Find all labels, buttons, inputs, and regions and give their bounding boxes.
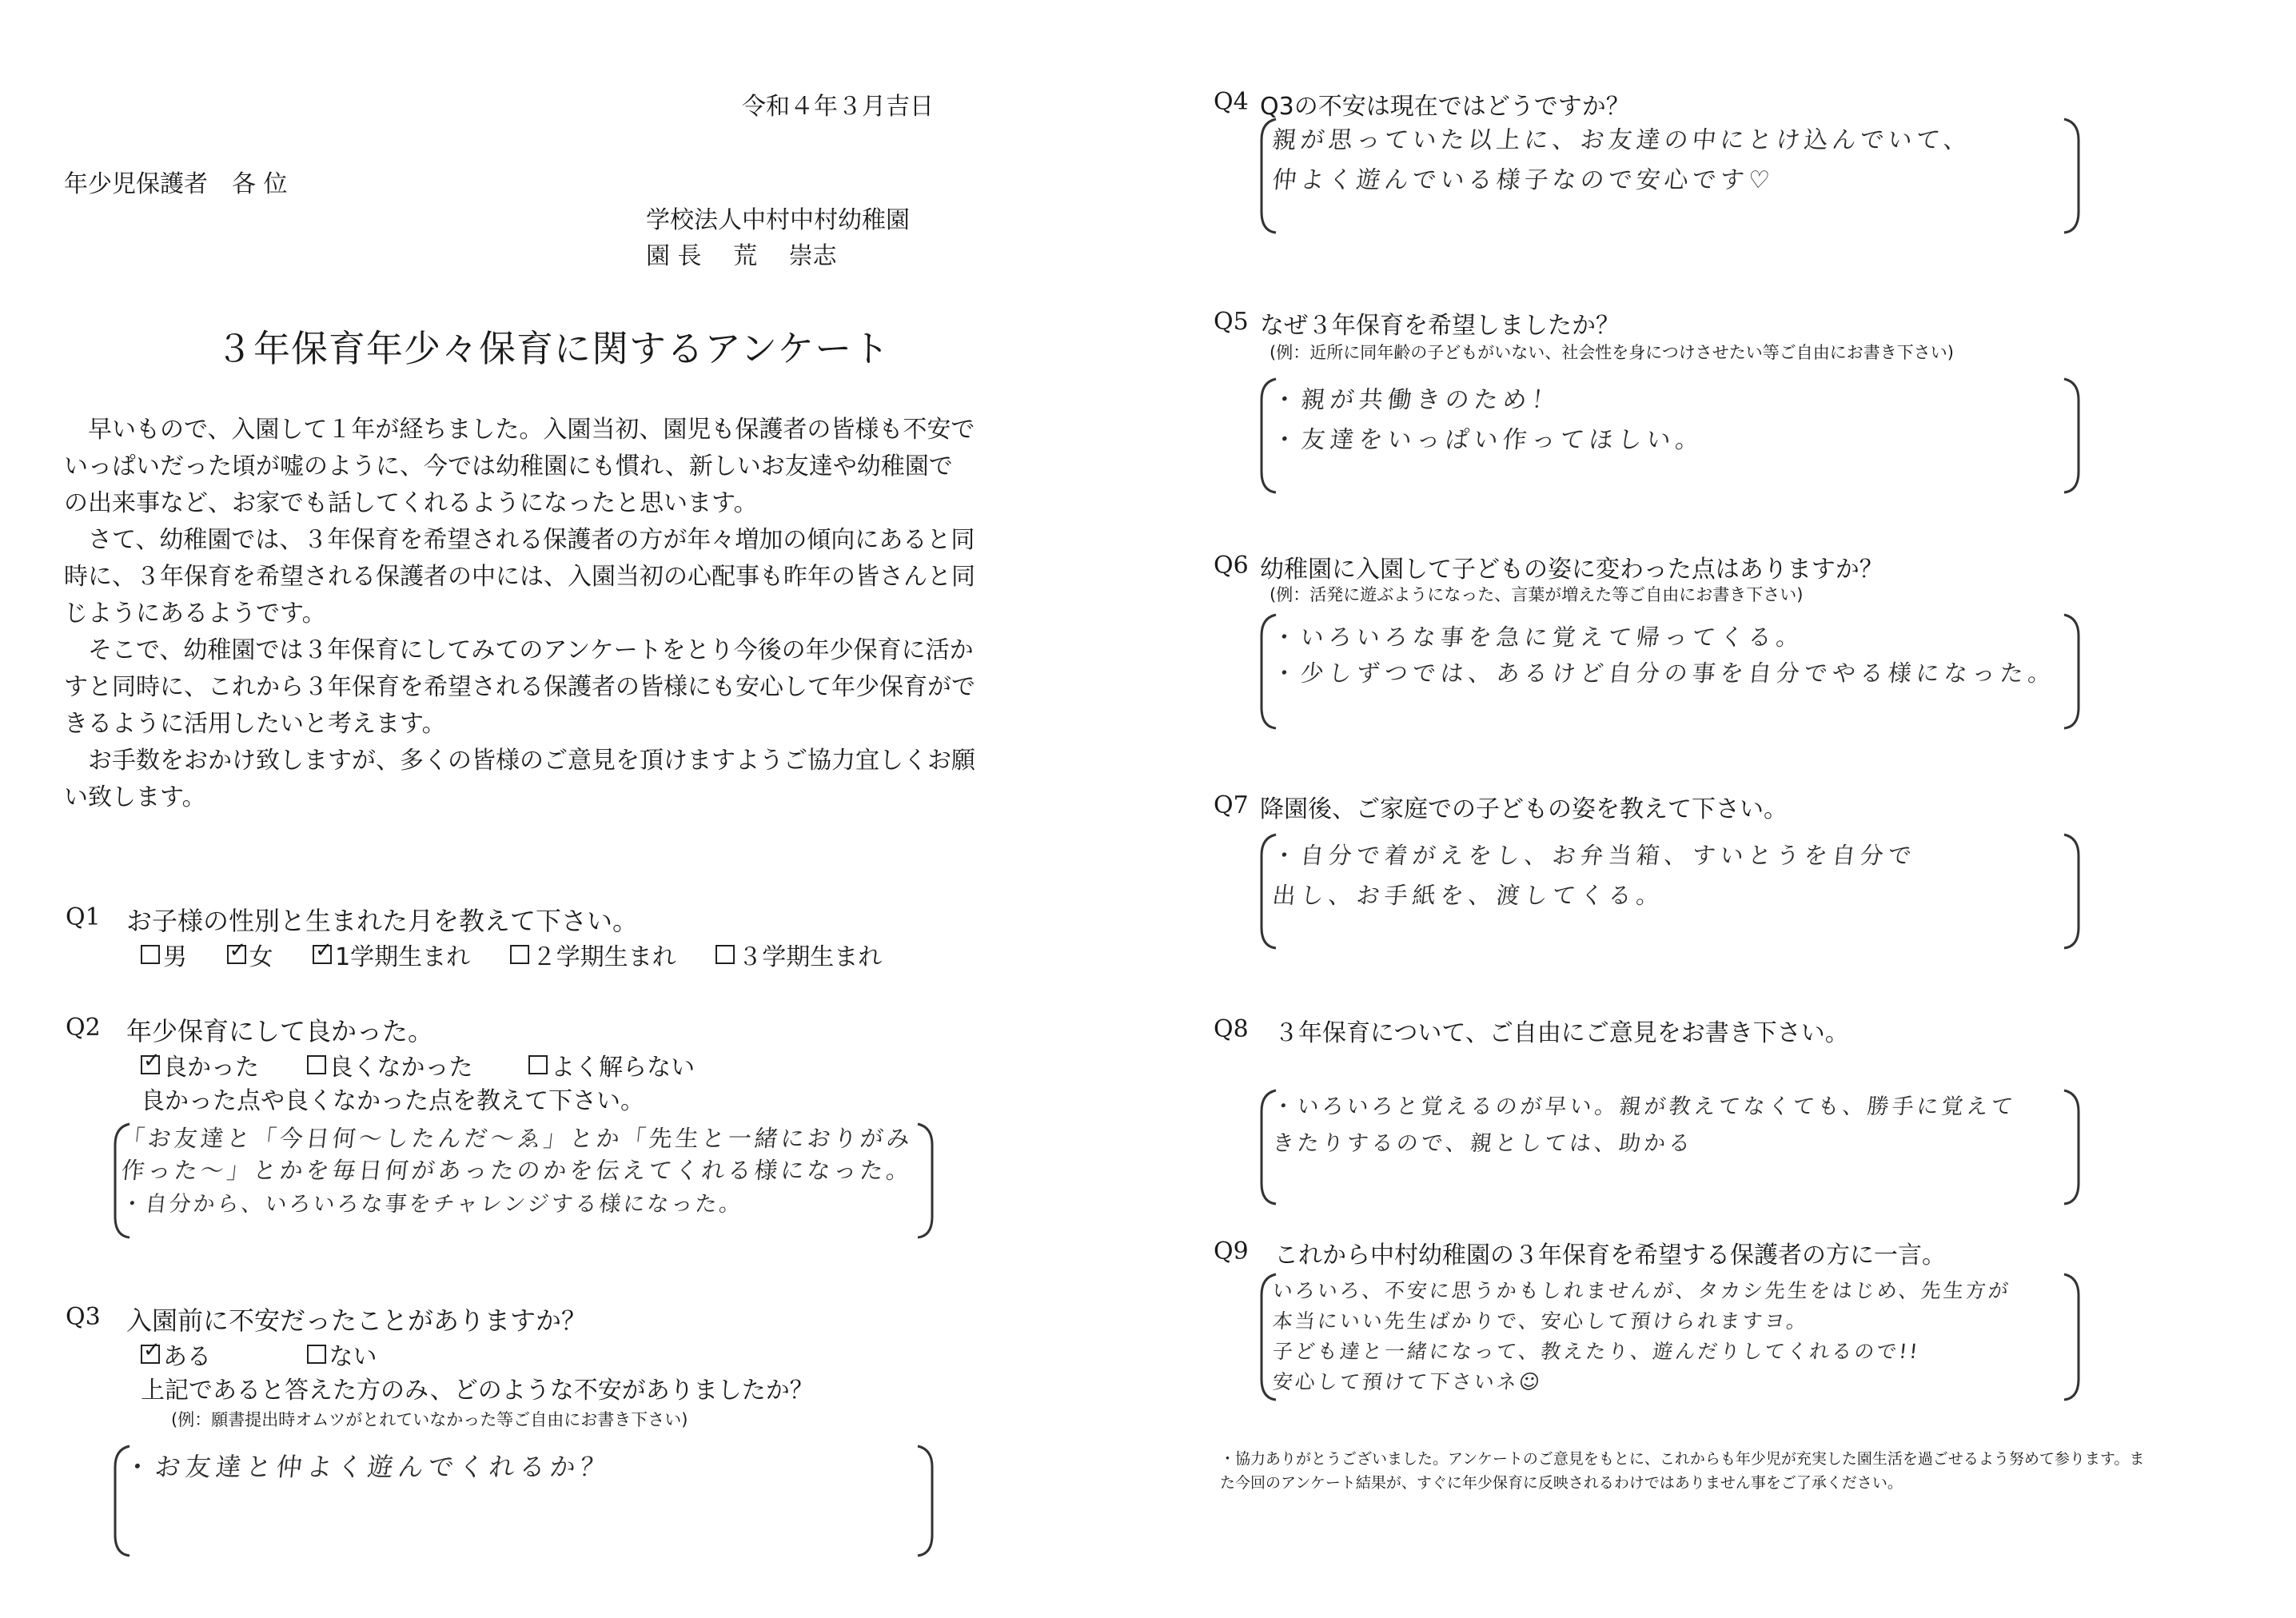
question-text: Q3の不安は現在ではどうですか？	[1260, 93, 1630, 121]
check-mark-icon: ✓	[143, 1049, 161, 1073]
checkbox[interactable]	[528, 1055, 548, 1074]
question-note: (例：活発に遊ぶようになった、言葉が増えた等ご自由にお書き下さい)	[1270, 585, 1804, 604]
checkbox-option[interactable]	[716, 937, 882, 972]
option-label: 良くなかった	[329, 1054, 473, 1082]
checkbox-option[interactable]	[141, 1047, 259, 1082]
handwritten-answer: 仲よく遊んでいる様子なので安心です♡	[1270, 166, 1776, 194]
handwritten-answer: 本当にいい先生ばかりで、安心して預けられますヨ。	[1271, 1309, 1810, 1333]
option-label: ３学期生まれ	[738, 943, 883, 971]
checkbox[interactable]	[510, 945, 529, 964]
check-mark-icon: ✓	[229, 939, 247, 962]
organization-name: 学校法人中村中村幼稚園	[646, 206, 910, 234]
footer-note: ・協力ありがとうございました。アンケートのご意見をもとに、これからも年少児が充実した園生活を過ごせるよう努めて参ります。また今回のアンケート結果が、すぐに年少保育に反映されるわけではありません事をご了承ください。	[1220, 1450, 2145, 1492]
question-number: Q8	[1214, 1015, 1249, 1043]
question-text: 入園前に不安だったことがありますか？	[126, 1305, 588, 1336]
handwritten-answer: ・少しずつでは、あるけど自分の事を自分でやる様になった。	[1271, 660, 2058, 687]
handwritten-answer: ・自分から、いろいろな事をチャレンジする様になった。	[120, 1192, 745, 1217]
question-text: なぜ３年保育を希望しましたか？	[1260, 312, 1620, 340]
option-label: よく解らない	[551, 1054, 696, 1082]
handwritten-answer: 安心して預けて下さいネ☺	[1271, 1370, 1544, 1393]
checkbox-option[interactable]	[528, 1047, 695, 1082]
checkbox-checked[interactable]	[313, 939, 333, 964]
handwritten-answer: ・いろいろな事を急に覚えて帰ってくる。	[1271, 624, 1806, 651]
option-label: ある	[163, 1343, 211, 1371]
recipient-line: 年少児保護者 各 位	[64, 170, 288, 198]
question-number: Q3	[66, 1303, 101, 1331]
check-mark-icon: ✓	[143, 1338, 161, 1362]
handwritten-answer: 作った～」とかを毎日何があったのかを伝えてくれる様になった。	[120, 1157, 915, 1184]
q3-options	[141, 1337, 409, 1372]
checkbox-checked[interactable]	[141, 1049, 161, 1074]
checkbox[interactable]	[716, 945, 735, 964]
checkbox[interactable]	[141, 945, 160, 964]
checkbox-option[interactable]	[510, 937, 676, 972]
question-note: (例：近所に同年齢の子どもがいない、社会性を身につけさせたい等ご自由にお書き下さい)	[1270, 343, 1954, 362]
checkbox-checked[interactable]	[227, 939, 247, 964]
question-text: 降園後、ご家庭での子どもの姿を教えて下さい。	[1260, 795, 1788, 823]
q1-options	[141, 937, 914, 972]
checkbox-option[interactable]	[307, 1047, 473, 1082]
question-note: (例：願書提出時オムツがとれていなかった等ご自由にお書き下さい)	[171, 1410, 688, 1429]
page-title: ３年保育年少々保育に関するアンケート	[216, 327, 891, 370]
handwritten-answer: 「お友達と「今日何～したんだ～ゑ」とか「先生と一緒におりがみ	[120, 1125, 915, 1152]
option-label: 1学期生まれ	[335, 943, 471, 971]
right-page	[1148, 0, 2296, 1618]
intro-paragraph: 早いもので、入園して１年が経ちました。入園当初、園児も保護者の皆様も不安でいっぱいだった頃が嘘のように、今では幼稚園にも慣れ、新しいお友達や幼稚園での出来事など、お家でも話してくれるようになったと思います。	[64, 416, 975, 517]
question-text: これから中村幼稚園の３年保育を希望する保護者の方に一言。	[1274, 1241, 1946, 1269]
question-number: Q1	[66, 903, 101, 931]
question-subtext: 良かった点や良くなかった点を教えて下さい。	[141, 1087, 644, 1115]
handwritten-answer: ・いろいろと覚えるのが早い。親が教えてなくても、勝手に覚えて	[1271, 1094, 2018, 1119]
checkbox-option[interactable]	[307, 1337, 377, 1372]
question-text: 幼稚園に入園して子どもの姿に変わった点はありますか？	[1260, 556, 1883, 584]
handwritten-answer: ・友達をいっぱい作ってほしい。	[1270, 426, 1706, 454]
question-text: 年少保育にして良かった。	[126, 1016, 434, 1046]
handwritten-answer: ・お友達と仲よく遊んでくれるか？	[122, 1452, 612, 1482]
intro-paragraph: そこで、幼稚園では３年保育にしてみてのアンケートをとり今後の年少保育に活かすと同時に、これから３年保育を希望される保護者の皆様にも安心して年少保育ができるように活用したいと考えます。	[64, 636, 975, 738]
q2-options	[141, 1047, 727, 1082]
option-label: 男	[163, 943, 187, 971]
option-label: 女	[249, 943, 273, 971]
intro-text	[64, 412, 975, 816]
question-number: Q6	[1214, 552, 1249, 580]
option-label: ない	[329, 1343, 377, 1371]
checkbox-option[interactable]	[227, 937, 273, 972]
question-number: Q4	[1214, 88, 1249, 116]
question-subtext: 上記であると答えた方のみ、どのような不安がありましたか？	[141, 1377, 814, 1405]
question-text: お子様の性別と生まれた月を教えて下さい。	[126, 906, 639, 936]
intro-paragraph: お手数をおかけ致しますが、多くの皆様のご意見を頂けますようご協力宜しくお願い致します。	[64, 747, 975, 811]
checkbox-option[interactable]	[141, 937, 187, 972]
question-text: ３年保育について、ご自由にご意見をお書き下さい。	[1274, 1019, 1849, 1047]
question-number: Q7	[1214, 791, 1249, 819]
handwritten-answer: 親が思っていた以上に、お友達の中にとけ込んでいて、	[1270, 126, 1973, 154]
handwritten-answer: 子ども達と一緒になって、教えたり、遊んだりしてくれるので!!	[1271, 1340, 1921, 1363]
question-number: Q5	[1214, 308, 1249, 336]
handwritten-answer: ・親が共働きのため！	[1270, 386, 1562, 414]
checkbox[interactable]	[307, 1345, 326, 1364]
option-label: ２学期生まれ	[532, 943, 676, 971]
option-label: 良かった	[163, 1054, 259, 1082]
checkbox-option[interactable]	[313, 937, 470, 972]
handwritten-answer: きたりするので、親としては、助かる	[1271, 1131, 1695, 1156]
checkbox-option[interactable]	[141, 1337, 211, 1372]
check-mark-icon: ✓	[315, 939, 333, 962]
document-date: 令和４年３月吉日	[742, 93, 934, 121]
checkbox-checked[interactable]	[141, 1338, 161, 1364]
question-number: Q2	[66, 1014, 101, 1042]
checkbox[interactable]	[307, 1055, 326, 1074]
director-name: 園 長 荒 崇志	[646, 242, 837, 270]
handwritten-answer: いろいろ、不安に思うかもしれませんが、タカシ先生をはじめ、先生方が	[1271, 1279, 2012, 1302]
intro-paragraph: さて、幼稚園では、３年保育を希望される保護者の方が年々増加の傾向にあると同時に、３年保育を希望される保護者の中には、入園当初の心配事も昨年の皆さんと同じようにあるようです。	[64, 526, 975, 628]
handwritten-answer: ・自分で着がえをし、お弁当箱、すいとうを自分で	[1271, 842, 1918, 869]
question-number: Q9	[1214, 1237, 1249, 1265]
handwritten-answer: 出し、お手紙を、渡してくる。	[1271, 882, 1666, 909]
